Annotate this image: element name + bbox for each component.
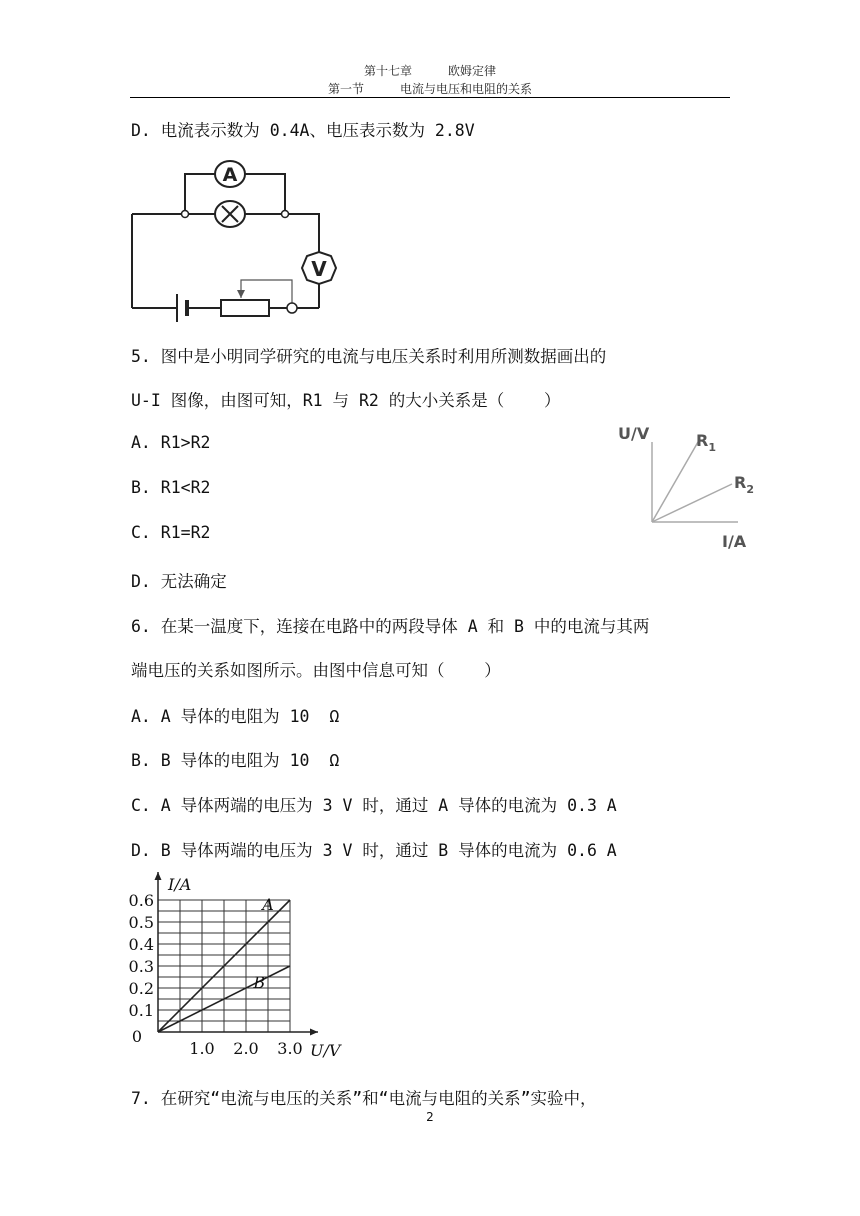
page-number: 2: [426, 1110, 434, 1124]
q5-line-r2: [652, 484, 732, 522]
header-rule: [130, 97, 730, 98]
q6-stem-line1: 6. 在某一温度下，连接在电路中的两段导体 A 和 B 中的电流与其两: [131, 617, 650, 636]
y-tick-label: 0.5: [128, 913, 154, 932]
q5-r1-label: $R_1$: [696, 431, 716, 454]
y-tick-label: 0.4: [128, 935, 154, 954]
chapter-title: 欧姆定律: [448, 64, 497, 78]
q5-ui-graph: [610, 420, 770, 555]
wire-ammeter-left: [185, 174, 215, 214]
x-tick-label: 3.0: [277, 1039, 303, 1058]
q7-stem-line1: 7. 在研究“电流与电压的关系”和“电流与电阻的关系”实验中，: [131, 1089, 597, 1108]
rheostat: [221, 300, 269, 316]
running-header-section: [0, 80, 860, 97]
junction-right: [282, 211, 289, 218]
series-label-a: A: [262, 894, 274, 914]
x-axis-label: U/V: [310, 1041, 341, 1060]
q5-option-b: B. R1<R2: [131, 478, 211, 497]
q6-option-c: C. A 导体两端的电压为 3 V 时，通过 A 导体的电流为 0.3 A: [131, 796, 617, 815]
y-tick-label: 0.6: [128, 891, 154, 910]
q5-line-r1: [652, 442, 698, 522]
voltmeter: [302, 252, 336, 284]
x-tick-label: 2.0: [233, 1039, 259, 1058]
wire-to-voltmeter: [287, 214, 319, 253]
q5-y-label: U/V: [618, 424, 650, 443]
chapter-number: 第十七章: [363, 64, 412, 78]
q6-option-b: B. B 导体的电阻为 10 Ω: [131, 751, 340, 770]
q6-option-d: D. B 导体两端的电压为 3 V 时，通过 B 导体的电流为 0.6 A: [131, 841, 617, 860]
q5-option-c: C. R1=R2: [131, 523, 211, 542]
ammeter: [215, 161, 245, 187]
q5-x-label: I/A: [722, 532, 747, 551]
q6-option-a: A. A 导体的电阻为 10 Ω: [131, 707, 340, 726]
wire-ammeter-right: [245, 174, 285, 214]
circuit-diagram: [125, 158, 355, 328]
origin-label: 0: [131, 1027, 142, 1046]
series-label-b: B: [253, 973, 266, 992]
y-axis-arrow: [155, 872, 162, 880]
running-header-chapter: [0, 62, 860, 79]
q4-option-d: D. 电流表示数为 0.4A、电压表示数为 2.8V: [131, 121, 475, 140]
junction-left: [182, 211, 189, 218]
rheostat-slider-arrow: [237, 290, 245, 298]
y-tick-label: 0.1: [128, 1001, 154, 1020]
section-title: 电流与电压和电阻的关系: [400, 82, 533, 96]
y-tick-label: 0.2: [128, 979, 154, 998]
y-tick-label: 0.3: [128, 957, 154, 976]
q5-option-d: D. 无法确定: [131, 572, 227, 591]
y-axis-label: I/A: [168, 875, 192, 894]
x-tick-label: 1.0: [189, 1039, 215, 1058]
section-number: 第一节: [327, 82, 364, 96]
terminal-rheostat: [287, 303, 297, 313]
q6-stem-line2: 端电压的关系如图所示。由图中信息可知（ ）: [131, 661, 501, 680]
lamp-icon: [215, 201, 245, 227]
voltmeter-label: V: [311, 257, 327, 281]
q5-r2-label: $R_2$: [734, 473, 754, 496]
ammeter-label: A: [222, 164, 238, 186]
q5-stem-line1: 5. 图中是小明同学研究的电流与电压关系时利用所测数据画出的: [131, 347, 607, 366]
x-axis-arrow: [310, 1029, 318, 1036]
q5-option-a: A. R1>R2: [131, 433, 211, 452]
q5-stem-line2: U-I 图像，由图可知，R1 与 R2 的大小关系是（ ）: [131, 391, 561, 410]
q6-iu-chart: [120, 870, 370, 1065]
